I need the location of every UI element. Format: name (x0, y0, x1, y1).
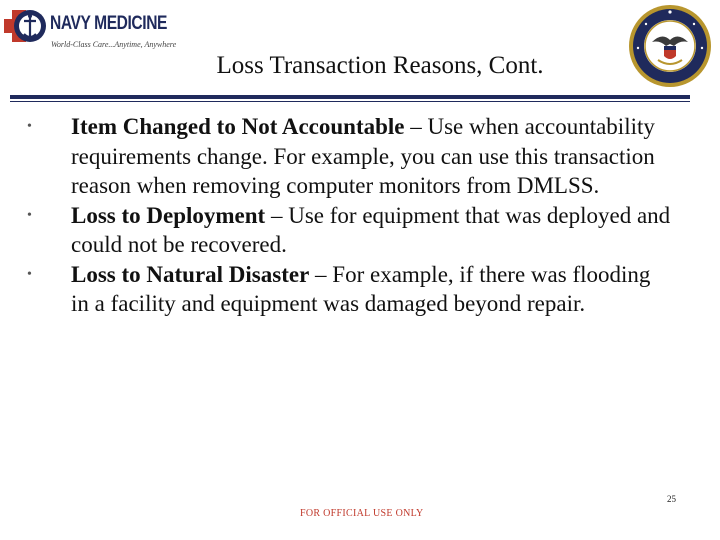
brand-name: NAVY MEDICINE (50, 13, 168, 34)
bullet-term: Loss to Deployment (71, 202, 266, 228)
bullet-text: – Use for equipment that was deployed and could not be recovered. (71, 202, 671, 257)
page-number: 25 (667, 494, 676, 504)
bullet-term: Loss to Natural Disaster (71, 261, 310, 287)
bullet-term: Item Changed to Not Accountable (71, 114, 405, 139)
bullet-item (0, 112, 671, 201)
title-divider (10, 95, 690, 99)
bullet-dot-icon: • (27, 119, 32, 134)
bullet-dot-icon: • (27, 266, 32, 282)
bullet-item (0, 201, 671, 260)
brand-tagline: World-Class Care...Anytime, Anywhere (51, 40, 177, 49)
classification-notice: FOR OFFICIAL USE ONLY (300, 508, 424, 519)
slide-title: Loss Transaction Reasons, Cont. (216, 52, 544, 79)
bullet-item (0, 260, 671, 319)
navy-medicine-logo-icon (4, 4, 50, 54)
title-divider-thin (10, 101, 690, 102)
navy-medicine-logo (4, 4, 177, 54)
bullet-list (0, 112, 720, 319)
bullet-dot-icon: • (27, 207, 32, 223)
bullet-text: – Use when accountability requirements change. For example, you can use this transaction reason when removing computer monitors from DMLSS. (71, 114, 655, 198)
bullet-text: – For example, if there was flooding in a facility and equipment was damaged beyond repair. (71, 261, 651, 316)
